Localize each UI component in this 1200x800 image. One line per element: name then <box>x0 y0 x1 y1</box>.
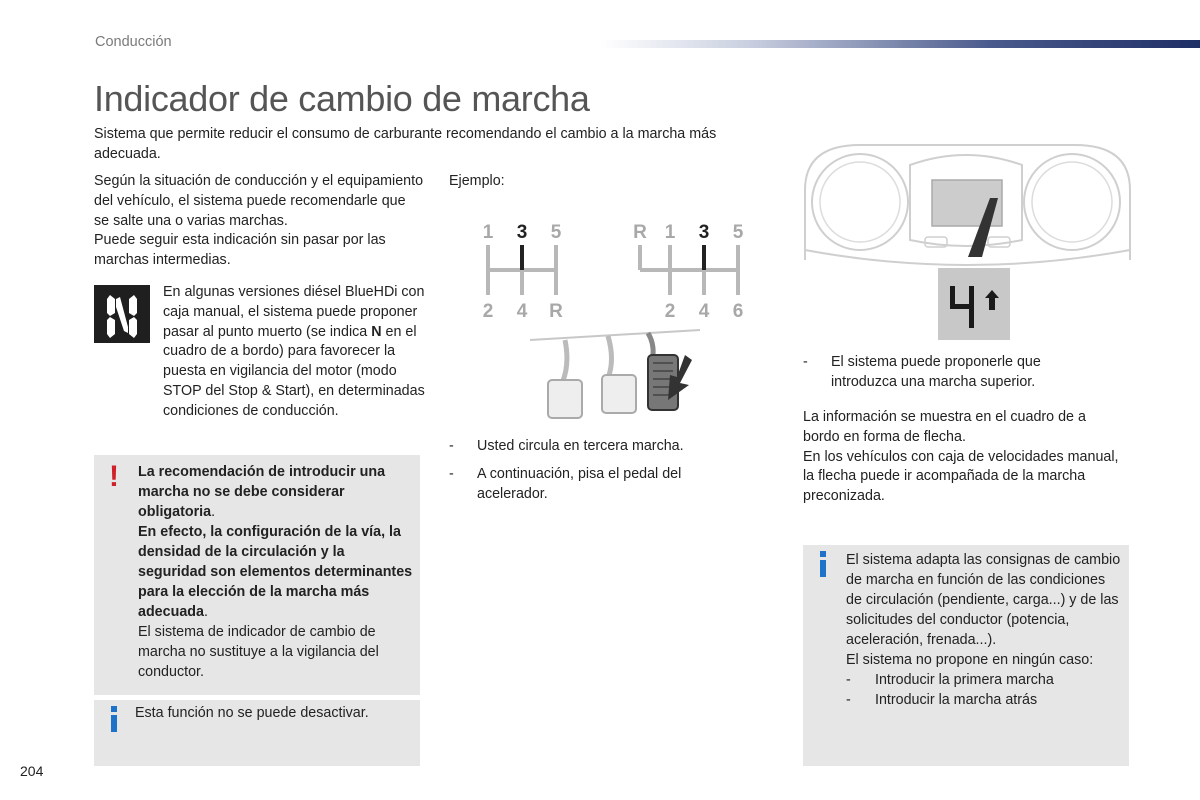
intro-text: Sistema que permite reducir el consumo de carburante recomendando el cambio a la marcha más adecuada. <box>94 126 717 162</box>
neutral-text-a: En algunas versiones diésel BlueHDi con caja manual, el sistema puede proponer pasar al punto muerto (se indica <box>163 284 425 340</box>
gear-pattern-right <box>633 222 744 322</box>
warning-bold-1: La recomendación de introducir una marcha no se debe considerar obligatoria. <box>138 464 386 520</box>
gear-right-5: 5 <box>732 222 744 243</box>
gear-right-R: R <box>633 222 647 243</box>
page-number: 204 <box>20 763 44 779</box>
paragraph: Puede seguir esta indicación sin pasar por las marchas intermedias. <box>94 232 386 269</box>
gear-right-6: 6 <box>732 301 744 322</box>
neutral-paragraph <box>163 283 428 422</box>
info-2-text <box>846 550 1124 710</box>
instrument-cluster-illustration <box>800 140 1135 345</box>
column-1-text <box>94 172 424 271</box>
n-segment-icon <box>94 285 150 343</box>
gear-left-R: R <box>549 301 563 322</box>
paragraph: Según la situación de conducción y el equipamiento del vehículo, el sistema puede recomendarle que se salte una o varias marchas. <box>94 173 424 229</box>
neutral-text-c: en el cuadro de a bordo) para favorecer la puesta en vigilancia del motor (modo STOP del Stop & Start), en determinadas condiciones de conducción. <box>163 323 425 419</box>
gear-pedal-illustration <box>470 215 760 420</box>
paragraph: La información se muestra en el cuadro de a bordo en forma de flecha. <box>803 409 1086 445</box>
paragraph: En los vehículos con caja de velocidades manual, la flecha puede ir acompañada de la marcha preconizada. <box>803 448 1119 505</box>
gear-right-3: 3 <box>698 222 710 243</box>
warning-paragraph: El sistema de indicador de cambio de marcha no sustituye a la vigilancia del conductor. <box>138 624 379 680</box>
list-item: - Introducir la primera marcha <box>846 672 1054 688</box>
warning-icon: ! <box>109 460 119 493</box>
info-1-text: Esta función no se puede desactivar. <box>135 705 369 721</box>
column-2-list <box>449 437 729 512</box>
gear-right-1: 1 <box>664 222 676 243</box>
info-icon <box>109 706 119 732</box>
pedals-illustration <box>530 330 700 418</box>
list-item: - Usted circula en tercera marcha. <box>449 438 684 454</box>
warning-text <box>138 462 416 682</box>
gear-right-2: 2 <box>664 301 676 322</box>
info-icon <box>818 551 828 577</box>
gear-left-4: 4 <box>516 301 528 322</box>
example-label: Ejemplo: <box>449 173 505 189</box>
gear-left-2: 2 <box>482 301 494 322</box>
list-item: - A continuación, pisa el pedal del acelerador. <box>449 465 682 502</box>
warning-bold-2: En efecto, la configuración de la vía, la densidad de la circulación y la seguridad son elementos determinantes para la elección de la marcha más adecuada. <box>138 524 413 620</box>
header-gradient-bar <box>600 40 1200 48</box>
gear-left-1: 1 <box>482 222 494 243</box>
neutral-letter: N <box>371 323 382 340</box>
column-3-text <box>803 408 1123 507</box>
list-item: - Introducir la marcha atrás <box>846 692 1038 708</box>
section-label: Conducción <box>95 34 172 50</box>
gear-right-4: 4 <box>698 301 710 322</box>
gear-left-5: 5 <box>550 222 562 243</box>
list-item: - El sistema puede proponerle que introduzca una marcha superior. <box>803 354 1041 390</box>
gear-pattern-left <box>483 222 563 322</box>
paragraph: El sistema adapta las consignas de cambio de marcha en función de las condiciones de circulación (pendiente, carga...) y de las solicitudes del conductor (potencia, aceleración, frenada...). <box>846 552 1121 648</box>
paragraph: El sistema no propone en ningún caso: <box>846 652 1094 668</box>
neutral-n-icon <box>94 285 150 343</box>
page-title: Indicador de cambio de marcha <box>94 78 590 119</box>
column-3-list <box>803 353 1103 401</box>
gear-left-3: 3 <box>516 222 528 243</box>
